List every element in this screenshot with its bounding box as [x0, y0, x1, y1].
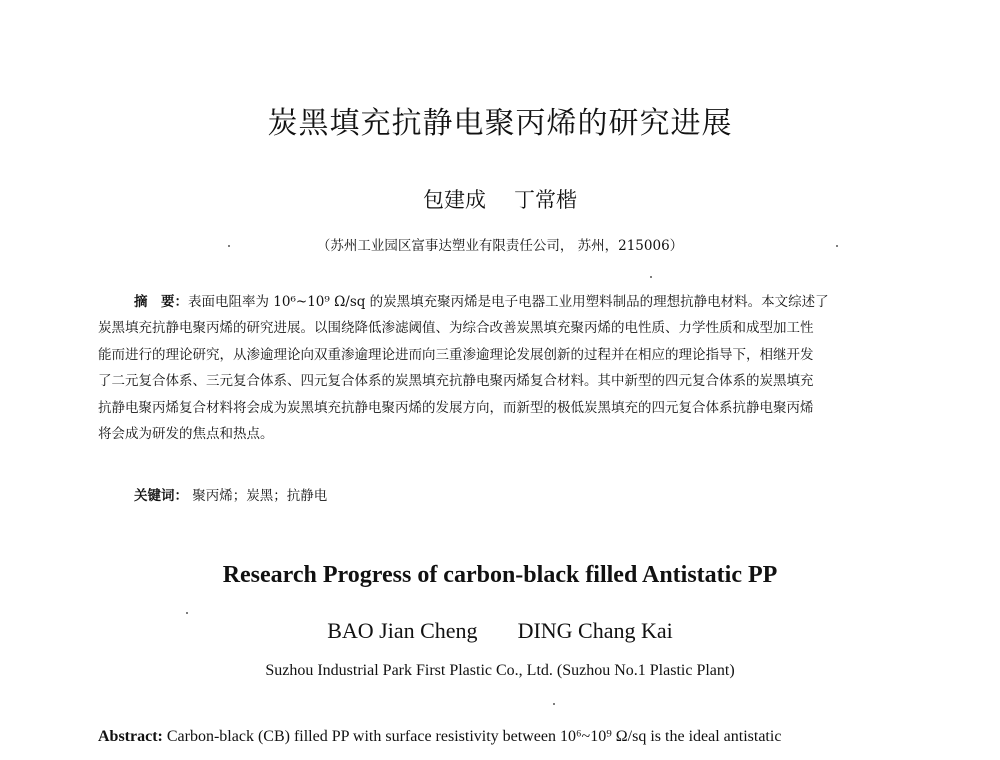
- chinese-author-2: 丁常楷: [514, 188, 577, 212]
- chinese-abstract-line-3: 能而进行的理论研究，从渗逾理论向双重渗逾理论进而向三重渗逾理论发展创新的过程并在相应的理论指导下，相继开发: [98, 346, 814, 363]
- chinese-authors: [0, 184, 1000, 214]
- chinese-keywords-text: 聚丙烯；炭黑；抗静电: [192, 488, 328, 504]
- scan-speck: [836, 245, 838, 247]
- chinese-abstract-text-1: 表面电阻率为 10⁶~10⁹ Ω/sq 的炭黑填充聚丙烯是电子电器工业用塑料制品的理想抗静电材料。本文综述了: [188, 294, 829, 310]
- scan-speck: [553, 703, 555, 705]
- english-abstract: [98, 722, 910, 752]
- chinese-keywords: [134, 484, 327, 504]
- chinese-abstract-line-6: 将会成为研发的焦点和热点。: [98, 426, 274, 443]
- chinese-affiliation: （苏州工业园区富事达塑业有限责任公司， 苏州，215006）: [316, 238, 684, 254]
- english-author-2: DING Chang Kai: [517, 618, 673, 643]
- scan-speck: [228, 245, 230, 247]
- chinese-keywords-label: 关键词：: [134, 488, 188, 504]
- chinese-abstract-label: 摘 要：: [134, 294, 188, 310]
- chinese-author-1: 包建成: [423, 188, 486, 212]
- english-authors: [0, 618, 1000, 644]
- chinese-abstract-line-5: 抗静电聚丙烯复合材料将会成为炭黑填充抗静电聚丙烯的发展方向，而新型的极低炭黑填充的四元复合体系抗静电聚丙烯: [98, 399, 814, 416]
- english-author-1: BAO Jian Cheng: [327, 618, 478, 643]
- chinese-abstract: [98, 289, 910, 447]
- english-abstract-label: Abstract:: [98, 728, 163, 745]
- chinese-abstract-line-4: 了二元复合体系、三元复合体系、四元复合体系的炭黑填充抗静电聚丙烯复合材料。其中新型的四元复合体系的炭黑填充: [98, 373, 814, 390]
- english-abstract-text: Carbon-black (CB) filled PP with surface resistivity between 10⁶~10⁹ Ω/sq is the ideal antistatic: [166, 728, 782, 745]
- chinese-abstract-line-1: [98, 289, 910, 315]
- scan-speck: [650, 276, 652, 278]
- chinese-abstract-line-2: 炭黑填充抗静电聚丙烯的研究进展。以围绕降低渗滤阈值、为综合改善炭黑填充聚丙烯的电性质、力学性质和成型加工性: [98, 320, 814, 337]
- chinese-title: 炭黑填充抗静电聚丙烯的研究进展: [267, 106, 733, 141]
- scan-speck: [186, 612, 188, 614]
- english-affiliation: Suzhou Industrial Park First Plastic Co., Ltd. (Suzhou No.1 Plastic Plant): [265, 662, 735, 679]
- english-title: Research Progress of carbon-black filled Antistatic PP: [222, 562, 778, 588]
